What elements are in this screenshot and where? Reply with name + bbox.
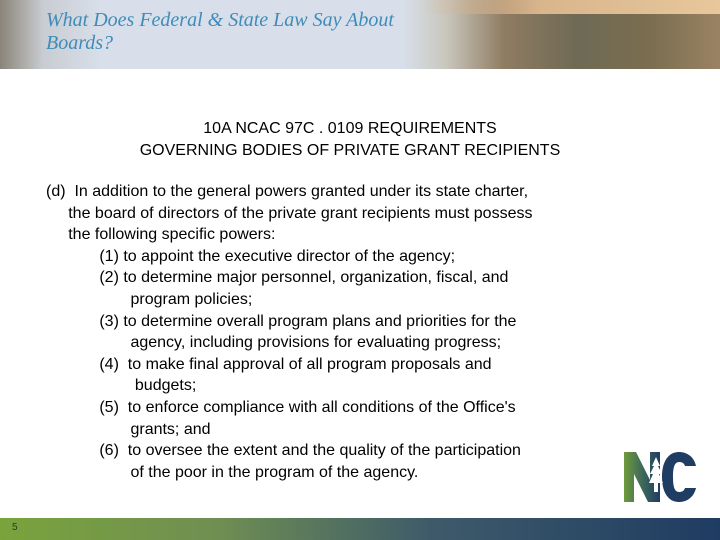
body-text: [46, 181, 532, 483]
footer-bar: [0, 518, 720, 540]
nc-logo: [624, 452, 698, 502]
header-banner: [0, 0, 720, 69]
body-line: (6) to oversee the extent and the quality of the participation: [46, 442, 521, 460]
body-line: (2) to determine major personnel, organization, fiscal, and: [46, 269, 509, 287]
body-line: agency, including provisions for evaluating progress;: [46, 334, 502, 352]
body-line: the board of directors of the private grant recipients must possess: [46, 204, 533, 222]
banner-image: [420, 0, 720, 14]
heading-line-1: 10A NCAC 97C . 0109 REQUIREMENTS: [203, 120, 497, 137]
body-line: program policies;: [46, 290, 253, 308]
title-line-1: What Does Federal & State Law Say About: [46, 9, 394, 31]
body-line: the following specific powers:: [46, 226, 276, 244]
body-line: of the poor in the program of the agency.: [46, 463, 419, 481]
body-line: (4) to make final approval of all program proposals and: [46, 355, 492, 373]
page-number: 5: [12, 522, 18, 533]
section-heading: [0, 118, 700, 161]
body-line: (5) to enforce compliance with all conditions of the Office's: [46, 398, 516, 416]
body-line: (d) In addition to the general powers granted under its state charter,: [46, 183, 529, 200]
body-line: grants; and: [46, 420, 211, 438]
heading-line-2: GOVERNING BODIES OF PRIVATE GRANT RECIPIENTS: [139, 141, 561, 159]
body-line: budgets;: [46, 377, 197, 395]
slide-title: [46, 9, 394, 55]
body-line: (1) to appoint the executive director of the agency;: [46, 247, 456, 265]
title-line-2: Boards?: [46, 32, 114, 54]
body-line: (3) to determine overall program plans and priorities for the: [46, 312, 517, 330]
